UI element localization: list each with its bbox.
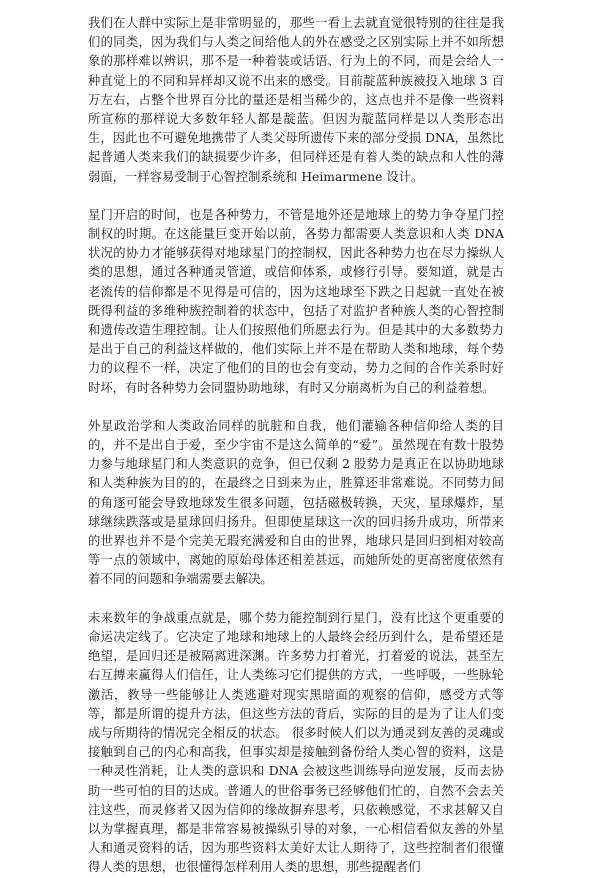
document-page (88, 14, 504, 878)
paragraph-3: 外星政治学和人类政治同样的肮脏和自我，他们灌输各种信仰给人类的目的，并不是出自于爱，至少宇宙不是这么简单的“爱”。虽然现在有数十股势力参与地球星门和人类意识的竞争，但已仅剩 2 股势力是真正在以协助地球和人类种族为目的的，在最终之日到来为止，胜算还非常难说。不同势力间的角逐可能会导致地球发生很多问题，包括磁极转换，天灾，星球爆炸，星球继续跌落或是星球回归扬升。但即使星球这一次的回归扬升成功，所带来的世界也并不是个完美无瑕充满爱和自由的世界，地球只是回归到相对较高等一点的领域中，离她的原始母体还相差甚远，而她所处的更高密度依然有着不同的问题和争端需要去解决。 (88, 418, 504, 587)
paragraph-4: 未来数年的争战重点就是，哪个势力能控制到行星门，没有比这个更重要的命运决定线了。它决定了地球和地球上的人最终会经历到什么，是希望还是绝望，是回归还是被隔离进深渊。许多势力打着光，打着爱的说法，甚至左右互搏来赢得人们信任，让人类练习它们提供的方式，一些呼吸，一些脉轮激活，教导一些能够让人类逃避对现实黑暗面的观察的信仰，感受方式等等，都是所谓的提升方法，但这些方法的背后，实际的目的是为了让人们变成与所期待的情况完全相反的状态。 很多时候人们以为通灵到友善的灵魂或接触到自己的内心和高我，但事实却是接触到备份给人类心智的资料，这是一种灵性消耗，让人类的意识和 DNA 会被这些训练导向逆发展，反而去协助一些可怕的目的达成。普通人的世俗事务已经够他们忙的，自然不会去关注这些，而灵修者又因为信仰的缘故摒弃思考，只依赖感觉，不求甚解又自以为掌握真理，都是非常容易被操纵引导的对象，一心相信看似友善的外星人和通灵资料的话，因为那些资料太美好太让人期待了，这些控制者们很懂得人类的思想，也很懂得怎样利用人类的思想，那些提醒者们 (88, 610, 504, 875)
paragraph-2: 星门开启的时间，也是各种势力，不管是地外还是地球上的势力争夺星门控制权的时期。在这能量巨变开始以前，各势力都需要人类意识和人类 DNA 状况的协力才能够获得对地球星门的控制权，因此各种势力也在尽力操纵人类的思想，通过各种通灵管道，或信仰体系，或修行引导。要知道，就是古老流传的信仰都是不见得是可信的，因为这地球至下跌之日起就一直处在被既得利益的多维种族控制着的状态中，包括了对监护者种族人类的心智控制和遗传改造生理控制。让人们按照他们所愿去行为。但是其中的大多数势力是出于自己的利益这样做的，他们实际上并不是在帮助人类和地球，每个势力的议程不一样，决定了他们的目的也会有变动，势力之间的合作关系时好时坏，有时各种势力会同盟协助地球，有时又分崩离析为自己的利益着想。 (88, 207, 504, 395)
paragraph-1: 我们在人群中实际上是非常明显的，那些一看上去就直觉很特别的往往是我们的同类，因为我们与人类之间给他人的外在感受之区别实际上并不如所想象的那样难以辨识，那不是一种着装或话语、行为上的不同，而是会给人一种直觉上的不同和异样却又说不出来的感受。目前靛蓝种族被投入地球 3 百万左右，占整个世界百分比的量还是相当稀少的，这点也并不是像一些资料所宣称的那样说大多数年轻人都是靛蓝。但因为靛蓝同样是以人类形态出生，因此也不可避免地携带了人类父母所遗传下来的部分受损 DNA，虽然比起普通人类来我们的缺损要少许多，但同样还是有着人类的缺点和人性的薄弱面，一样容易受制于心智控制系统和 Heimarmene 设计。 (88, 16, 504, 184)
